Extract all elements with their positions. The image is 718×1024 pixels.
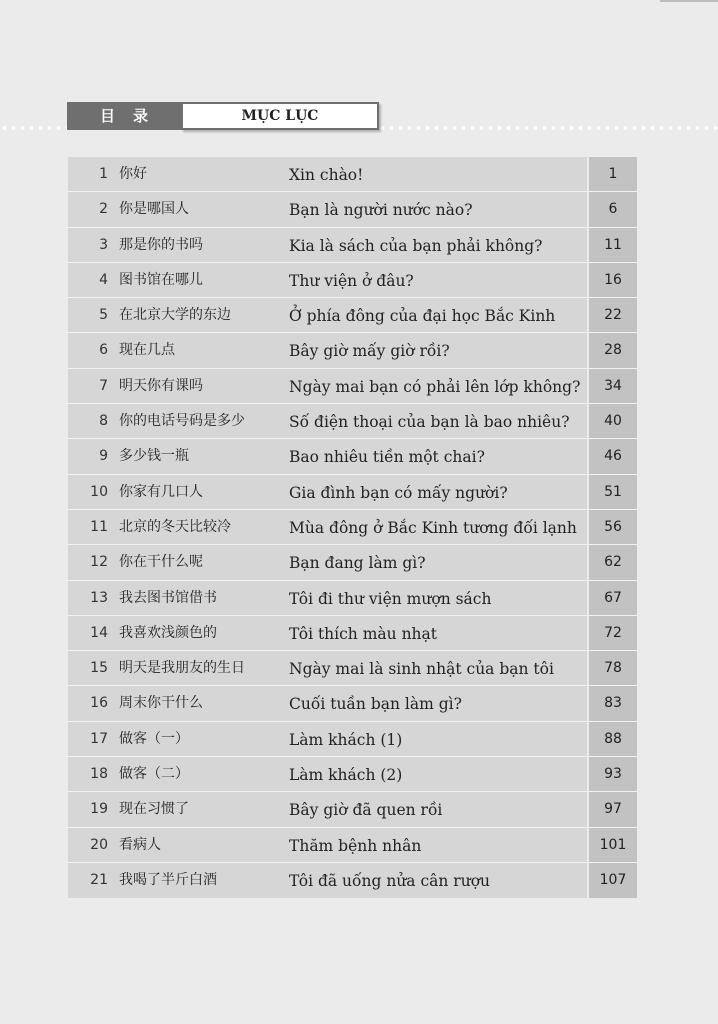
page-number: 88 [587, 722, 637, 756]
page-number: 97 [587, 792, 637, 826]
lesson-number: 9 [99, 448, 108, 465]
lesson-title-chinese: 你在干什么呢 [119, 554, 203, 571]
toc-row[interactable] [68, 545, 637, 580]
chinese-title: 目录 [67, 102, 181, 130]
lesson-title-chinese: 明天是我朋友的生日 [119, 660, 245, 677]
lesson-title-chinese: 你好 [119, 166, 147, 182]
lesson-number: 12 [90, 554, 108, 571]
lesson-title-vietnamese: Xin chào! [289, 166, 364, 184]
page-number: 62 [587, 545, 637, 579]
toc-row[interactable] [68, 263, 637, 298]
lesson-title-vietnamese: Cuối tuần bạn làm gì? [289, 695, 462, 714]
lesson-title-chinese: 那是你的书吗 [119, 236, 203, 253]
lesson-title-chinese: 你是哪国人 [119, 201, 189, 218]
vietnamese-title: MỤC LỤC [181, 102, 379, 130]
lesson-title-vietnamese: Thăm bệnh nhân [289, 836, 422, 855]
lesson-title-vietnamese: Bao nhiêu tiền một chai? [289, 448, 485, 467]
lesson-title-chinese: 做客（一） [119, 730, 189, 747]
toc-row[interactable] [68, 722, 637, 757]
lesson-number: 17 [90, 730, 108, 747]
corner-line [660, 0, 718, 2]
page-number: 46 [587, 439, 637, 473]
lesson-number: 15 [90, 660, 108, 677]
page-number: 93 [587, 757, 637, 791]
page-number: 56 [587, 510, 637, 544]
page-number: 28 [587, 333, 637, 367]
lesson-number: 2 [99, 201, 108, 218]
lesson-title-chinese: 我喜欢浅颜色的 [119, 624, 217, 641]
lesson-title-vietnamese: Ngày mai bạn có phải lên lớp không? [289, 377, 581, 396]
lesson-title-vietnamese: Bạn là người nước nào? [289, 201, 473, 220]
lesson-title-vietnamese: Làm khách (2) [289, 766, 403, 785]
lesson-title-chinese: 在北京大学的东边 [119, 307, 231, 324]
toc-row[interactable] [68, 298, 637, 333]
page-number: 51 [587, 475, 637, 509]
lesson-title-chinese: 北京的冬天比较冷 [119, 518, 231, 535]
lesson-title-vietnamese: Tôi đã uống nửa cân rượu [289, 871, 491, 890]
lesson-number: 4 [99, 271, 108, 288]
page-number: 40 [587, 404, 637, 438]
lesson-title-chinese: 你的电话号码是多少 [119, 413, 245, 430]
toc-row[interactable] [68, 651, 637, 686]
page-number: 1 [587, 157, 637, 191]
lesson-number: 14 [90, 624, 108, 641]
lesson-title-chinese: 做客（二） [119, 766, 189, 783]
toc-row[interactable] [68, 616, 637, 651]
lesson-number: 21 [90, 871, 108, 888]
lesson-title-chinese: 我喝了半斤白酒 [119, 871, 217, 888]
table-of-contents [68, 157, 637, 898]
toc-row[interactable] [68, 192, 637, 227]
toc-row[interactable] [68, 157, 637, 192]
lesson-title-vietnamese: Tôi đi thư viện mượn sách [289, 589, 492, 608]
page-number: 34 [587, 369, 637, 403]
lesson-title-chinese: 图书馆在哪儿 [119, 271, 203, 288]
toc-row[interactable] [68, 333, 637, 368]
toc-row[interactable] [68, 439, 637, 474]
lesson-number: 6 [99, 342, 108, 359]
lesson-title-vietnamese: Thư viện ở đâu? [289, 271, 414, 290]
lesson-title-vietnamese: Tôi thích màu nhạt [289, 624, 437, 643]
toc-row[interactable] [68, 828, 637, 863]
lesson-number: 20 [90, 836, 108, 853]
page-number: 72 [587, 616, 637, 650]
lesson-title-vietnamese: Gia đình bạn có mấy người? [289, 483, 508, 502]
page-number: 6 [587, 192, 637, 226]
lesson-title-chinese: 看病人 [119, 836, 161, 853]
lesson-number: 13 [90, 589, 108, 606]
lesson-title-vietnamese: Kia là sách của bạn phải không? [289, 236, 543, 255]
lesson-title-chinese: 明天你有课吗 [119, 377, 203, 394]
page-number: 107 [587, 863, 637, 898]
lesson-title-chinese: 现在几点 [119, 342, 175, 359]
toc-row[interactable] [68, 510, 637, 545]
lesson-title-chinese: 你家有几口人 [119, 483, 203, 500]
toc-row[interactable] [68, 475, 637, 510]
toc-row[interactable] [68, 792, 637, 827]
toc-row[interactable] [68, 757, 637, 792]
toc-header [67, 102, 379, 130]
lesson-title-vietnamese: Làm khách (1) [289, 730, 403, 749]
page-number: 67 [587, 581, 637, 615]
toc-row[interactable] [68, 228, 637, 263]
lesson-number: 11 [90, 518, 108, 535]
lesson-title-chinese: 现在习惯了 [119, 801, 189, 818]
lesson-number: 19 [90, 801, 108, 818]
lesson-title-vietnamese: Bây giờ đã quen rồi [289, 801, 443, 820]
lesson-title-vietnamese: Ở phía đông của đại học Bắc Kinh [289, 307, 556, 326]
lesson-number: 1 [99, 166, 108, 182]
lesson-number: 16 [90, 695, 108, 712]
lesson-number: 3 [99, 236, 108, 253]
page-number: 11 [587, 228, 637, 262]
toc-row[interactable] [68, 863, 637, 898]
lesson-title-chinese: 我去图书馆借书 [119, 589, 217, 606]
lesson-title-chinese: 周末你干什么 [119, 695, 203, 712]
lesson-number: 10 [90, 483, 108, 500]
lesson-number: 18 [90, 766, 108, 783]
toc-row[interactable] [68, 686, 637, 721]
page-number: 83 [587, 686, 637, 720]
lesson-title-vietnamese: Số điện thoại của bạn là bao nhiêu? [289, 413, 570, 432]
page-number: 78 [587, 651, 637, 685]
page-number: 16 [587, 263, 637, 297]
toc-row[interactable] [68, 404, 637, 439]
lesson-title-vietnamese: Bạn đang làm gì? [289, 554, 426, 573]
lesson-number: 8 [99, 413, 108, 430]
lesson-title-vietnamese: Ngày mai là sinh nhật của bạn tôi [289, 660, 554, 679]
lesson-number: 5 [99, 307, 108, 324]
lesson-title-vietnamese: Bây giờ mấy giờ rồi? [289, 342, 450, 361]
toc-row[interactable] [68, 369, 637, 404]
lesson-title-vietnamese: Mùa đông ở Bắc Kinh tương đối lạnh [289, 518, 577, 537]
lesson-title-chinese: 多少钱一瓶 [119, 448, 189, 465]
page-number: 101 [587, 828, 637, 862]
toc-row[interactable] [68, 581, 637, 616]
lesson-number: 7 [99, 377, 108, 394]
page-number: 22 [587, 298, 637, 332]
